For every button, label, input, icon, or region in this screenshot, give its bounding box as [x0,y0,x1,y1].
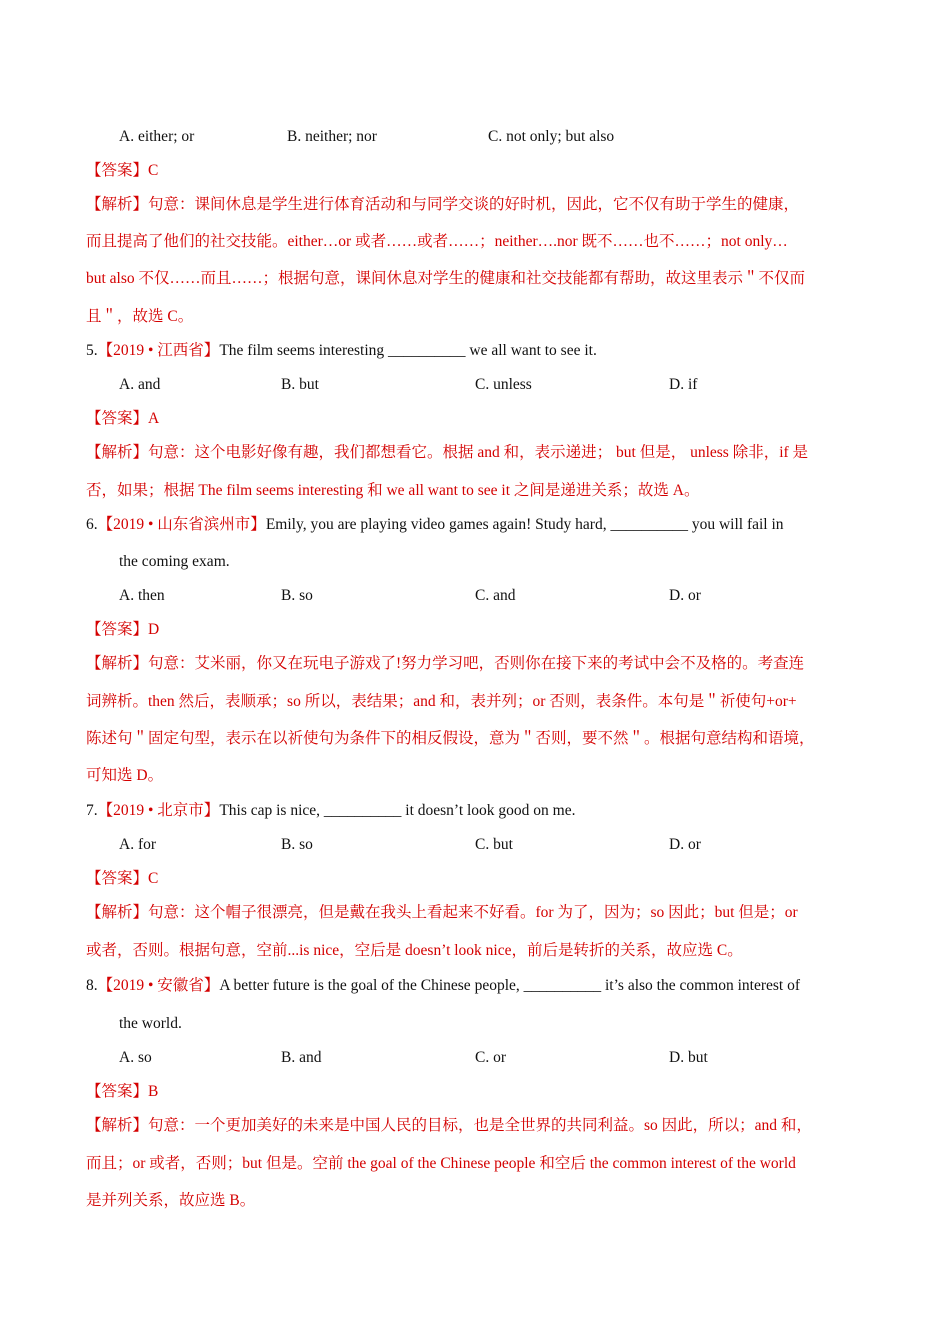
q7-option-d: D. or [669,836,701,853]
q8-answer: 【答案】B [86,1083,159,1100]
q7-answer: 【答案】C [86,870,159,887]
q8-analysis-line: 【解析】句意：一个更加美好的未来是中国人民的目标，也是全世界的共同利益。so 因此，所以；and 和， [86,1117,812,1134]
q7-option-b: B. so [281,836,313,853]
q4-analysis-line: 且＂，故选 C。 [86,308,194,325]
q6-analysis-line: 【解析】句意：艾米丽，你又在玩电子游戏了!努力学习吧，否则你在接下来的考试中会不及格的。考查连 [86,655,805,672]
q6-analysis-line: 词辨析。then 然后，表顺承；so 所以，表结果；and 和，表并列；or 否则，表条件。本句是＂祈使句+or+ [86,693,797,710]
q8-analysis-line: 是并列关系，故应选 B。 [86,1192,256,1209]
q5-option-a: A. and [119,376,161,393]
q8-option-b: B. and [281,1049,322,1066]
q8-option-a: A. so [119,1049,152,1066]
q5-answer: 【答案】A [86,410,160,427]
q6-stem-continued: the coming exam. [119,553,230,570]
q5-analysis-line: 否，如果；根据 The film seems interesting 和 we all want to see it 之间是递进关系；故选 A。 [86,482,700,499]
question-number: 8. [86,977,98,994]
q4-option-c: C. not only; but also [488,128,615,145]
q4-analysis-line: 而且提高了他们的社交技能。either…or 或者……或者……；neither….nor 既不……也不……；not only… [86,233,788,250]
q6-stem [86,514,784,536]
q6-option-d: D. or [669,587,701,604]
q7-option-a: A. for [119,836,157,853]
q8-stem-continued: the world. [119,1015,182,1032]
question-source: 【2019 • 江西省】 [97,342,220,359]
q4-analysis-line: 【解析】句意：课间休息是学生进行体育活动和与同学交谈的好时机，因此，它不仅有助于学生的健康， [86,196,800,213]
q5-option-c: C. unless [475,376,532,393]
question-source: 【2019 • 安徽省】 [97,977,220,994]
q5-analysis-line: 【解析】句意：这个电影好像有趣，我们都想看它。根据 and 和，表示递进； but 但是， unless 除非，if 是 [86,444,809,461]
question-number: 6. [86,516,98,533]
q5-option-d: D. if [669,376,698,393]
q4-option-a: A. either; or [119,128,195,145]
q5-stem [86,340,597,362]
q6-option-a: A. then [119,587,165,604]
q4-analysis-line: but also 不仅……而且……；根据句意，课间休息对学生的健康和社交技能都有帮助，故这里表示＂不仅而 [86,270,806,287]
question-text: This cap is nice, __________ it doesn’t look good on me. [219,802,576,819]
question-text: A better future is the goal of the Chinese people, __________ it’s also the common interest of [219,977,801,994]
q5-option-b: B. but [281,376,319,393]
q4-option-b: B. neither; nor [287,128,377,145]
question-number: 5. [86,342,98,359]
question-number: 7. [86,802,98,819]
q6-option-c: C. and [475,587,516,604]
question-text: Emily, you are playing video games again! Study hard, __________ you will fail in [265,516,784,533]
q7-option-c: C. but [475,836,513,853]
q6-analysis-line: 陈述句＂固定句型，表示在以祈使句为条件下的相反假设，意为＂否则，要不然＂。根据句意结构和语境， [86,730,815,747]
q8-option-c: C. or [475,1049,506,1066]
q8-stem [86,975,800,997]
q6-option-b: B. so [281,587,313,604]
q7-analysis-line: 或者，否则。根据句意，空前...is nice，空后是 doesn’t look nice，前后是转折的关系，故应选 C。 [86,942,743,959]
q6-answer: 【答案】D [86,621,160,638]
q8-analysis-line: 而且；or 或者，否则；but 但是。空前 the goal of the Chinese people 和空后 the common interest of the world [86,1155,796,1172]
q4-answer: 【答案】C [86,162,159,179]
q8-option-d: D. but [669,1049,708,1066]
q7-stem [86,800,576,822]
q6-analysis-line: 可知选 D。 [86,767,164,784]
q7-analysis-line: 【解析】句意：这个帽子很漂亮，但是戴在我头上看起来不好看。for 为了，因为；so 因此；but 但是；or [86,904,798,921]
question-source: 【2019 • 北京市】 [97,802,220,819]
question-text: The film seems interesting __________ we all want to see it. [219,342,597,359]
question-source: 【2019 • 山东省滨州市】 [97,516,266,533]
